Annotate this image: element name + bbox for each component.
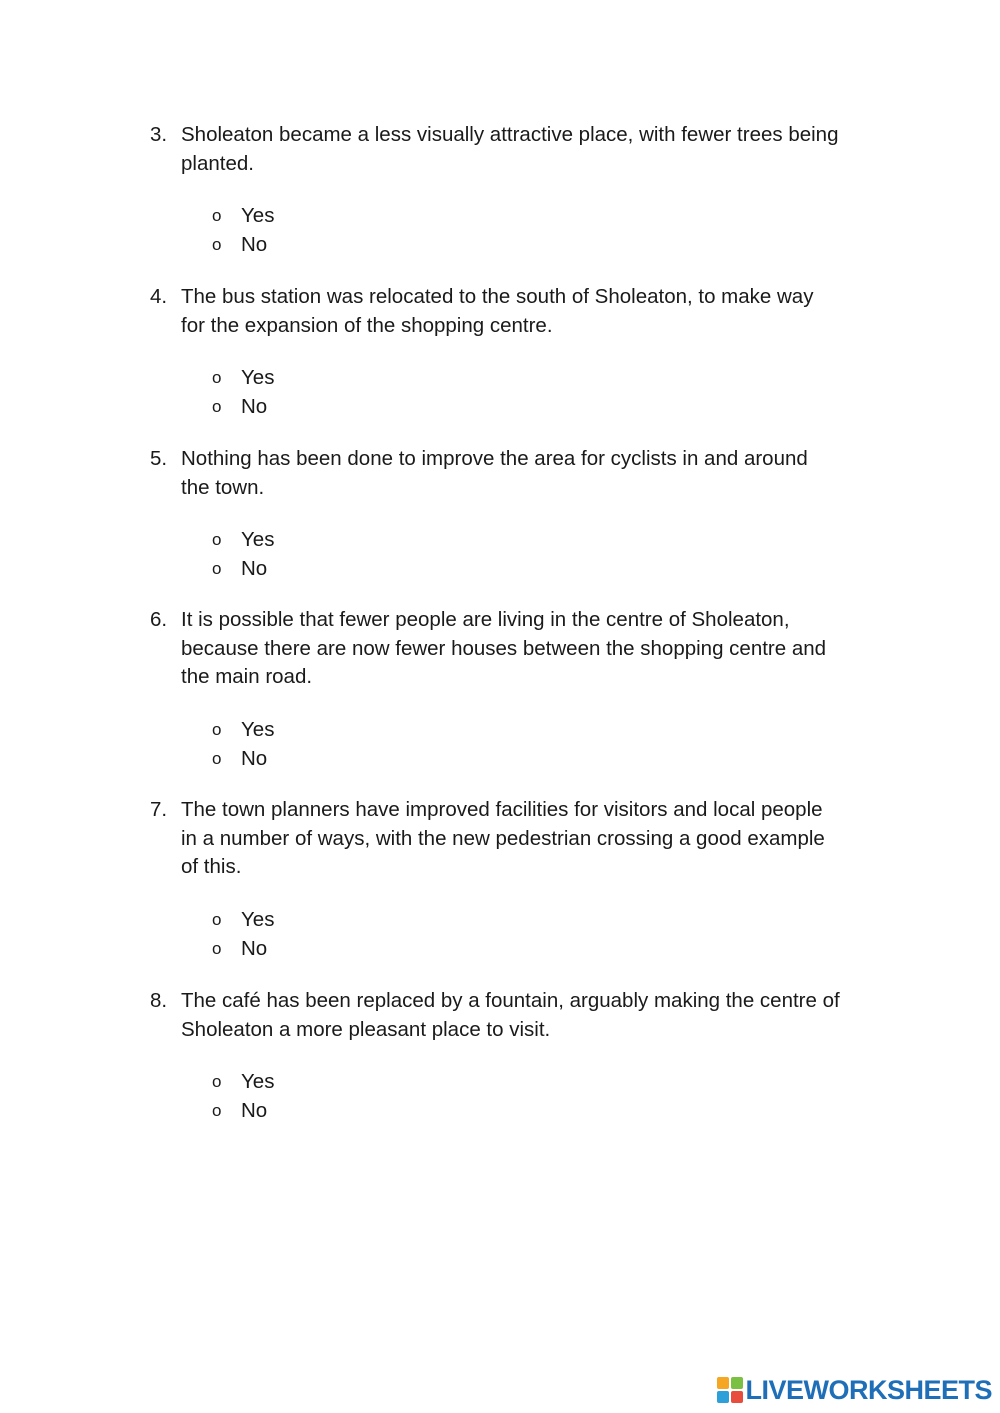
question-text [150,987,880,1044]
option-no[interactable] [212,1096,880,1125]
radio-bullet-icon: o [212,1101,222,1120]
answer-options [212,1067,880,1125]
radio-bullet-icon: o [212,719,222,739]
question-text [150,606,880,692]
question-3 [150,121,880,259]
question-text [150,796,880,882]
question-number: 3. [150,123,168,146]
option-no[interactable] [212,392,880,421]
answer-options [212,905,880,963]
question-number: 4. [150,285,168,308]
radio-bullet-icon: o [212,397,222,416]
answer-options [212,363,880,421]
question-number: 6. [150,608,168,631]
option-label: No [241,395,268,418]
question-line: Nothing has been done to improve the area for cyclists in and around [181,447,808,470]
question-line: The town planners have improved facilities for visitors and local people [181,798,823,821]
radio-bullet-icon: o [212,1072,222,1091]
answer-options [212,525,880,583]
option-label: Yes [241,717,275,741]
answer-options [212,715,880,773]
radio-bullet-icon: o [212,938,222,958]
question-8 [150,987,880,1125]
option-no[interactable] [212,934,880,963]
option-label: No [241,1099,268,1122]
question-number: 7. [150,798,168,821]
liveworksheets-logo-icon [717,1377,743,1403]
question-7 [150,796,880,963]
question-number: 5. [150,447,168,470]
question-line: for the expansion of the shopping centre. [181,313,553,337]
liveworksheets-logo[interactable] [717,1373,992,1407]
question-text [150,445,880,502]
question-text [150,283,880,340]
option-yes[interactable] [212,715,880,744]
radio-bullet-icon: o [212,235,222,254]
option-label: Yes [241,907,275,931]
question-line: because there are now fewer houses between the shopping centre and [181,636,827,660]
option-yes[interactable] [212,363,880,392]
option-no[interactable] [212,230,880,259]
question-6 [150,606,880,773]
question-line: The café has been replaced by a fountain, arguably making the centre of [181,989,840,1012]
question-line: It is possible that fewer people are living in the centre of Sholeaton, [181,608,790,631]
option-yes[interactable] [212,201,880,230]
option-yes[interactable] [212,525,880,554]
question-line: the town. [181,475,265,499]
brand-text: LIVEWORKSHEETS [745,1374,992,1405]
option-label: No [241,936,268,960]
question-text [150,121,880,178]
question-line: Sholeaton became a less visually attractive place, with fewer trees being [181,123,839,146]
radio-bullet-icon: o [212,206,222,225]
option-label: Yes [241,1070,275,1093]
question-4 [150,283,880,421]
option-label: Yes [241,204,275,227]
question-line: in a number of ways, with the new pedestrian crossing a good example [181,826,825,850]
answer-options [212,201,880,259]
radio-bullet-icon: o [212,559,222,578]
radio-bullet-icon: o [212,748,222,768]
question-line: Sholeaton a more pleasant place to visit. [181,1017,551,1041]
option-label: Yes [241,528,275,551]
option-label: No [241,233,268,256]
question-number: 8. [150,989,168,1012]
question-line: The bus station was relocated to the south of Sholeaton, to make way [181,285,814,308]
question-line: of this. [181,855,242,878]
question-line: the main road. [181,665,313,688]
radio-bullet-icon: o [212,530,222,549]
radio-bullet-icon: o [212,909,222,929]
option-label: Yes [241,366,275,389]
option-yes[interactable] [212,1067,880,1096]
option-label: No [241,746,268,770]
radio-bullet-icon: o [212,368,222,387]
option-label: No [241,557,268,580]
question-5 [150,445,880,583]
option-yes[interactable] [212,905,880,934]
option-no[interactable] [212,744,880,773]
question-line: planted. [181,151,254,175]
option-no[interactable] [212,554,880,583]
